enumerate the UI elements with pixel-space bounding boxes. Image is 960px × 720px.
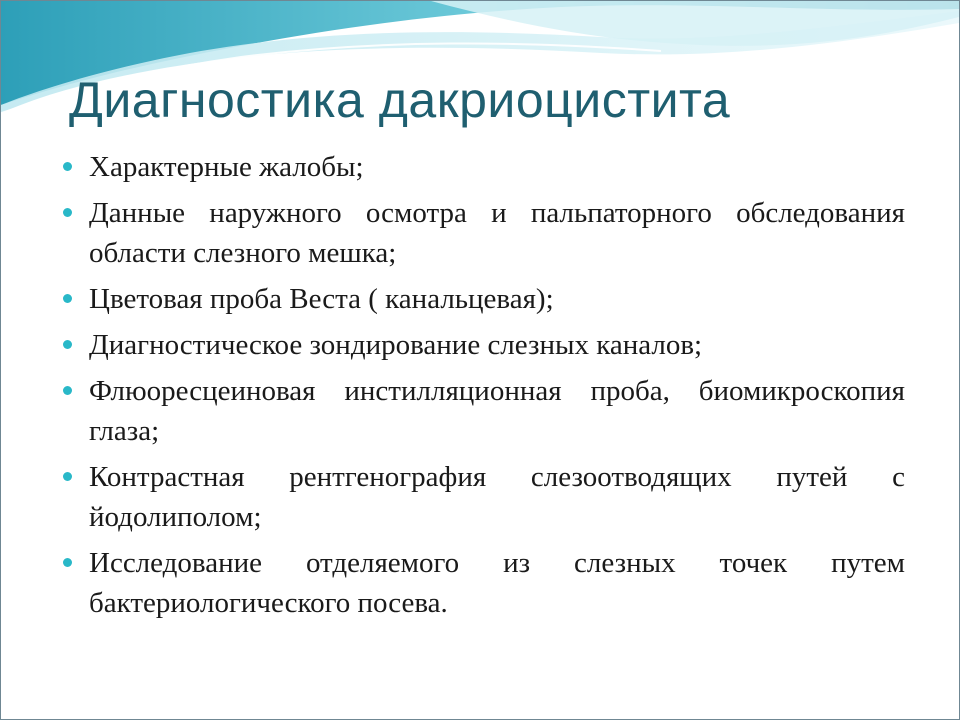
bullet-text: Контрастная рентгенография слезоотводящих путей с йодолиполом;	[89, 461, 905, 533]
bullet-item	[63, 279, 905, 319]
bullet-item	[63, 371, 905, 451]
bullet-dot-icon	[63, 386, 72, 395]
bullet-dot-icon	[63, 162, 72, 171]
bullet-text: Флюоресцеиновая инстилляционная проба, биомикроскопия глаза;	[89, 375, 905, 447]
bullet-list	[63, 147, 905, 629]
bullet-text: Цветовая проба Веста ( канальцевая);	[89, 283, 554, 315]
bullet-text: Характерные жалобы;	[89, 151, 364, 183]
bullet-dot-icon	[63, 208, 72, 217]
bullet-text: Данные наружного осмотра и пальпаторного обследования области слезного мешка;	[89, 197, 905, 269]
bullet-item	[63, 193, 905, 273]
bullet-dot-icon	[63, 340, 72, 349]
bullet-item	[63, 543, 905, 623]
bullet-item	[63, 457, 905, 537]
slide-title: Диагностика дакриоцистита	[69, 72, 731, 128]
bullet-text: Диагностическое зондирование слезных каналов;	[89, 329, 703, 361]
bullet-dot-icon	[63, 472, 72, 481]
bullet-item	[63, 325, 905, 365]
bullet-dot-icon	[63, 558, 72, 567]
bullet-text: Исследование отделяемого из слезных точек путем бактериологического посева.	[89, 547, 905, 619]
bullet-item	[63, 147, 905, 187]
bullet-dot-icon	[63, 294, 72, 303]
